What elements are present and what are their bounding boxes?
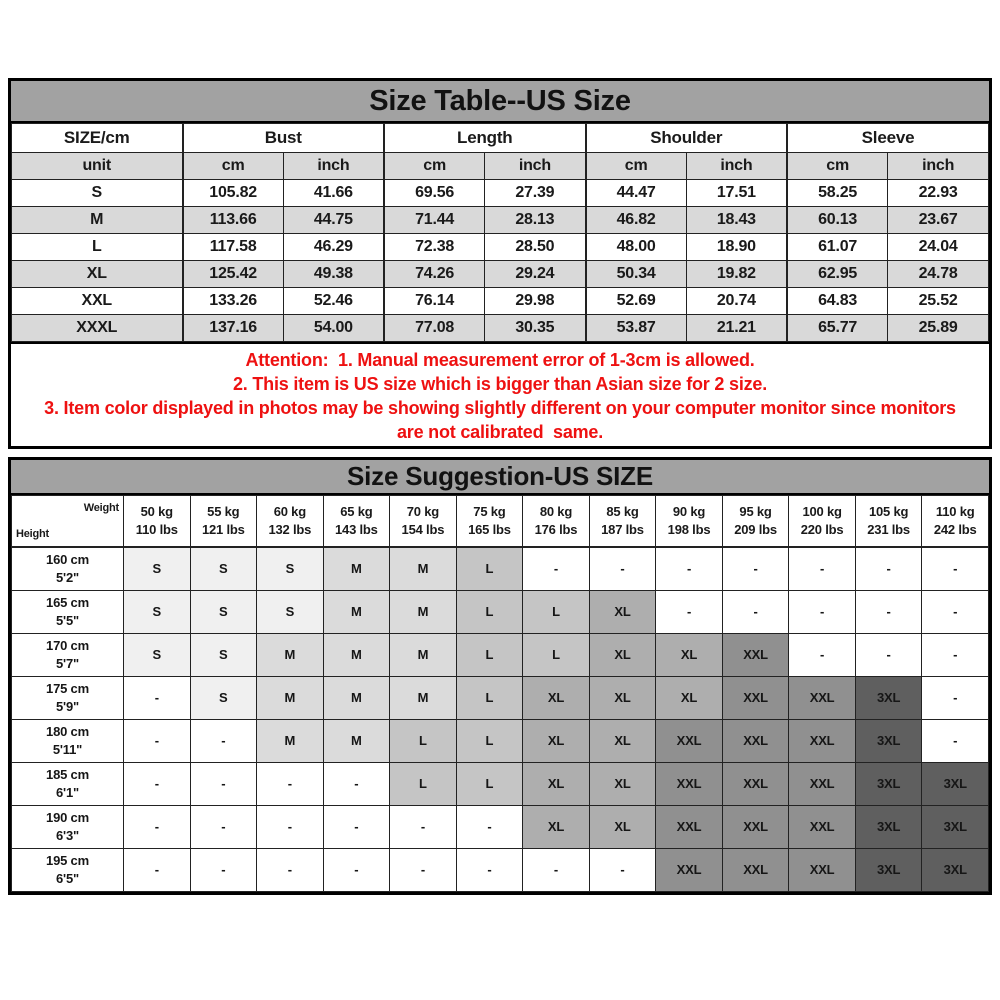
suggestion-cell: M xyxy=(323,720,390,763)
suggestion-cell: - xyxy=(523,547,590,591)
suggestion-cell: S xyxy=(124,591,191,634)
suggestion-cell: - xyxy=(323,763,390,806)
suggestion-cell: - xyxy=(656,547,723,591)
measurement-value: 52.46 xyxy=(283,288,384,315)
measurement-value: 25.89 xyxy=(888,315,989,342)
suggestion-cell: XXL xyxy=(656,763,723,806)
height-label xyxy=(12,763,124,806)
suggestion-cell: - xyxy=(124,763,191,806)
suggestion-cell: - xyxy=(190,849,257,892)
suggestion-cell: - xyxy=(124,720,191,763)
suggestion-cell: - xyxy=(722,547,789,591)
measurement-value: 22.93 xyxy=(888,180,989,207)
suggestion-cell: XL xyxy=(589,763,656,806)
height-ft: 5'5" xyxy=(56,613,79,628)
unit-cell: inch xyxy=(485,153,586,180)
suggestion-cell: XXL xyxy=(789,763,856,806)
size-row xyxy=(12,234,989,261)
suggestion-cell: S xyxy=(190,677,257,720)
weight-kg: 90 kg xyxy=(672,504,706,519)
suggestion-cell: XXL xyxy=(789,677,856,720)
suggestion-cell: XXL xyxy=(722,849,789,892)
measurement-value: 29.24 xyxy=(485,261,586,288)
size-suggestion-section xyxy=(8,457,992,895)
measurement-value: 125.42 xyxy=(183,261,284,288)
suggestion-cell: XL xyxy=(523,677,590,720)
measurement-value: 23.67 xyxy=(888,207,989,234)
weight-lbs: 198 lbs xyxy=(667,522,711,537)
measurement-value: 62.95 xyxy=(787,261,888,288)
attention-line: are not calibrated same. xyxy=(396,422,604,442)
size-table-section xyxy=(8,78,992,449)
suggestion-cell: - xyxy=(589,849,656,892)
weight-header-cell xyxy=(722,496,789,548)
weight-kg: 110 kg xyxy=(935,504,975,519)
weight-kg: 55 kg xyxy=(207,504,240,519)
unit-cell: inch xyxy=(283,153,384,180)
height-cm: 185 cm xyxy=(46,767,89,782)
size-row xyxy=(12,180,989,207)
weight-header-cell xyxy=(855,496,922,548)
suggestion-cell: M xyxy=(323,634,390,677)
height-label xyxy=(12,806,124,849)
shoulder-header: Shoulder xyxy=(586,124,788,153)
measurement-value: 69.56 xyxy=(384,180,485,207)
weight-lbs: 220 lbs xyxy=(800,522,844,537)
suggestion-cell: XXL xyxy=(722,720,789,763)
suggestion-row xyxy=(12,849,989,892)
measurement-value: 53.87 xyxy=(586,315,687,342)
height-ft: 6'3" xyxy=(56,828,79,843)
suggestion-cell: XL xyxy=(589,634,656,677)
suggestion-cell: XXL xyxy=(789,806,856,849)
unit-cell: inch xyxy=(686,153,787,180)
unit-cell: cm xyxy=(586,153,687,180)
measurement-value: 117.58 xyxy=(183,234,284,261)
size-row xyxy=(12,315,989,342)
suggestion-cell: XL xyxy=(589,806,656,849)
measurement-value: 24.04 xyxy=(888,234,989,261)
bust-header: Bust xyxy=(183,124,385,153)
measurement-value: 137.16 xyxy=(183,315,284,342)
measurement-value: 76.14 xyxy=(384,288,485,315)
suggestion-table-body xyxy=(12,547,989,892)
weight-kg: 60 kg xyxy=(273,504,306,519)
suggestion-cell: XXL xyxy=(722,763,789,806)
suggestion-cell: XXL xyxy=(722,634,789,677)
size-table-title: Size Table--US Size xyxy=(11,81,989,123)
suggestion-cell: XXL xyxy=(722,677,789,720)
height-cm: 180 cm xyxy=(46,724,89,739)
height-label xyxy=(12,547,124,591)
suggestion-cell: M xyxy=(323,591,390,634)
weight-header-cell xyxy=(390,496,457,548)
height-cm: 160 cm xyxy=(46,552,89,567)
suggestion-cell: - xyxy=(789,591,856,634)
measurement-value: 17.51 xyxy=(686,180,787,207)
size-table xyxy=(11,123,989,342)
suggestion-cell: 3XL xyxy=(855,677,922,720)
weight-header-cell xyxy=(323,496,390,548)
measurement-value: 30.35 xyxy=(485,315,586,342)
suggestion-cell: XXL xyxy=(656,849,723,892)
suggestion-cell: - xyxy=(257,849,324,892)
sleeve-header: Sleeve xyxy=(787,124,989,153)
weight-kg: 85 kg xyxy=(606,504,639,519)
weight-header-cell xyxy=(922,496,989,548)
measurement-value: 50.34 xyxy=(586,261,687,288)
measurement-value: 71.44 xyxy=(384,207,485,234)
unit-cell: cm xyxy=(384,153,485,180)
suggestion-row xyxy=(12,547,989,591)
suggestion-cell: L xyxy=(390,763,457,806)
suggestion-cell: XXL xyxy=(789,720,856,763)
measurement-value: 28.50 xyxy=(485,234,586,261)
measurement-value: 19.82 xyxy=(686,261,787,288)
suggestion-cell: S xyxy=(190,634,257,677)
suggestion-cell: - xyxy=(124,806,191,849)
unit-row xyxy=(12,153,989,180)
height-ft: 5'11" xyxy=(52,742,83,757)
height-cm: 195 cm xyxy=(46,853,89,868)
suggestion-cell: 3XL xyxy=(855,763,922,806)
attention-line: 3. Item color displayed in photos may be showing slightly different on your computer monitor since monitors xyxy=(44,398,956,418)
height-label xyxy=(12,720,124,763)
suggestion-cell: L xyxy=(456,720,523,763)
suggestion-cell: - xyxy=(922,591,989,634)
suggestion-cell: L xyxy=(456,634,523,677)
suggestion-cell: XL xyxy=(656,634,723,677)
unit-cell: cm xyxy=(183,153,284,180)
measurement-value: 65.77 xyxy=(787,315,888,342)
size-table-body xyxy=(12,180,989,342)
size-label: XL xyxy=(12,261,183,288)
suggestion-cell: 3XL xyxy=(922,849,989,892)
weight-lbs: 154 lbs xyxy=(401,522,445,537)
measurement-value: 58.25 xyxy=(787,180,888,207)
size-row xyxy=(12,207,989,234)
weight-kg: 70 kg xyxy=(406,504,440,519)
size-row xyxy=(12,261,989,288)
suggestion-cell: M xyxy=(257,634,324,677)
attention-line: Attention: 1. Manual measurement error of 1-3cm is allowed. xyxy=(245,350,755,370)
suggestion-cell: M xyxy=(257,720,324,763)
weight-lbs: 187 lbs xyxy=(601,522,644,537)
suggestion-row xyxy=(12,720,989,763)
unit-label: unit xyxy=(12,153,183,180)
length-header: Length xyxy=(384,124,586,153)
suggestion-cell: - xyxy=(190,806,257,849)
weight-lbs: 132 lbs xyxy=(268,522,312,537)
measurement-value: 46.29 xyxy=(283,234,384,261)
suggestion-cell: - xyxy=(855,591,922,634)
suggestion-cell: S xyxy=(257,547,324,591)
suggestion-cell: - xyxy=(922,547,989,591)
suggestion-cell: L xyxy=(390,720,457,763)
size-suggestion-title: Size Suggestion-US SIZE xyxy=(11,460,989,495)
weight-kg: 95 kg xyxy=(739,504,772,519)
measurement-value: 18.43 xyxy=(686,207,787,234)
height-label xyxy=(12,591,124,634)
height-ft: 5'7" xyxy=(56,656,79,671)
suggestion-row xyxy=(12,763,989,806)
height-cm: 165 cm xyxy=(46,595,89,610)
suggestion-cell: L xyxy=(523,634,590,677)
measurement-value: 41.66 xyxy=(283,180,384,207)
suggestion-row xyxy=(12,806,989,849)
weight-lbs: 143 lbs xyxy=(335,522,378,537)
suggestion-cell: - xyxy=(190,720,257,763)
measurement-value: 61.07 xyxy=(787,234,888,261)
attention-line: 2. This item is US size which is bigger than Asian size for 2 size. xyxy=(232,374,768,394)
weight-kg: 50 kg xyxy=(140,504,173,519)
weight-kg: 100 kg xyxy=(802,504,842,519)
measurement-value: 44.75 xyxy=(283,207,384,234)
measurement-value: 24.78 xyxy=(888,261,989,288)
measurement-value: 72.38 xyxy=(384,234,485,261)
measurement-value: 44.47 xyxy=(586,180,687,207)
suggestion-cell: - xyxy=(124,849,191,892)
suggestion-cell: - xyxy=(190,763,257,806)
suggestion-cell: XL xyxy=(589,720,656,763)
weight-lbs: 110 lbs xyxy=(135,522,178,537)
suggestion-cell: - xyxy=(855,547,922,591)
measurement-value: 28.13 xyxy=(485,207,586,234)
measurement-value: 20.74 xyxy=(686,288,787,315)
suggestion-cell: S xyxy=(124,634,191,677)
weight-lbs: 209 lbs xyxy=(734,522,777,537)
measurement-value: 29.98 xyxy=(485,288,586,315)
weight-header-row xyxy=(12,496,989,548)
weight-header-cell xyxy=(190,496,257,548)
suggestion-row xyxy=(12,591,989,634)
suggestion-cell: XL xyxy=(589,677,656,720)
weight-header-cell xyxy=(656,496,723,548)
suggestion-cell: S xyxy=(124,547,191,591)
size-label: M xyxy=(12,207,183,234)
suggestion-cell: L xyxy=(456,591,523,634)
suggestion-cell: XL xyxy=(589,591,656,634)
height-label xyxy=(12,634,124,677)
suggestion-cell: XXL xyxy=(656,806,723,849)
measurement-value: 48.00 xyxy=(586,234,687,261)
weight-lbs: 165 lbs xyxy=(468,522,511,537)
suggestion-cell: - xyxy=(390,806,457,849)
measurement-value: 27.39 xyxy=(485,180,586,207)
suggestion-cell: S xyxy=(190,591,257,634)
weight-lbs: 176 lbs xyxy=(534,522,578,537)
suggestion-cell: XL xyxy=(656,677,723,720)
measurement-value: 54.00 xyxy=(283,315,384,342)
weight-header-cell xyxy=(124,496,191,548)
measurement-value: 46.82 xyxy=(586,207,687,234)
suggestion-cell: 3XL xyxy=(922,763,989,806)
suggestion-cell: M xyxy=(323,547,390,591)
suggestion-cell: - xyxy=(124,677,191,720)
size-label: S xyxy=(12,180,183,207)
weight-height-corner-cell xyxy=(12,496,124,548)
suggestion-cell: XXL xyxy=(722,806,789,849)
suggestion-cell: - xyxy=(390,849,457,892)
suggestion-cell: M xyxy=(390,591,457,634)
suggestion-cell: - xyxy=(323,806,390,849)
size-row xyxy=(12,288,989,315)
weight-kg: 105 kg xyxy=(868,504,909,519)
suggestion-row xyxy=(12,634,989,677)
size-column-header: SIZE/cm xyxy=(12,124,183,153)
suggestion-cell: - xyxy=(323,849,390,892)
suggestion-cell: XL xyxy=(523,763,590,806)
weight-header-cell xyxy=(589,496,656,548)
suggestion-cell: M xyxy=(390,547,457,591)
suggestion-cell: - xyxy=(456,806,523,849)
weight-lbs: 231 lbs xyxy=(867,522,910,537)
weight-header-cell xyxy=(257,496,324,548)
size-label: XXXL xyxy=(12,315,183,342)
suggestion-cell: L xyxy=(523,591,590,634)
weight-lbs: 121 lbs xyxy=(201,522,245,537)
height-label xyxy=(12,677,124,720)
suggestion-cell: XXL xyxy=(656,720,723,763)
measurement-value: 74.26 xyxy=(384,261,485,288)
suggestion-row xyxy=(12,677,989,720)
weight-kg: 80 kg xyxy=(539,504,573,519)
height-ft: 5'2" xyxy=(56,570,79,585)
measurement-value: 21.21 xyxy=(686,315,787,342)
suggestion-cell: 3XL xyxy=(855,806,922,849)
suggestion-cell: XL xyxy=(523,720,590,763)
suggestion-cell: - xyxy=(922,677,989,720)
suggestion-cell: - xyxy=(922,720,989,763)
measurement-value: 64.83 xyxy=(787,288,888,315)
measurement-value: 18.90 xyxy=(686,234,787,261)
suggestion-cell: M xyxy=(390,634,457,677)
size-table-header-row xyxy=(12,124,989,153)
suggestion-cell: - xyxy=(257,763,324,806)
suggestion-cell: - xyxy=(789,547,856,591)
measurement-value: 77.08 xyxy=(384,315,485,342)
suggestion-cell: S xyxy=(190,547,257,591)
suggestion-cell: L xyxy=(456,547,523,591)
unit-cell: inch xyxy=(888,153,989,180)
suggestion-cell: L xyxy=(456,763,523,806)
measurement-value: 52.69 xyxy=(586,288,687,315)
weight-lbs: 242 lbs xyxy=(933,522,977,537)
suggestion-cell: XXL xyxy=(789,849,856,892)
weight-header-cell xyxy=(456,496,523,548)
unit-cell: cm xyxy=(787,153,888,180)
suggestion-cell: - xyxy=(523,849,590,892)
suggestion-cell: - xyxy=(656,591,723,634)
height-cm: 170 cm xyxy=(46,638,89,653)
weight-header-cell xyxy=(523,496,590,548)
measurement-value: 105.82 xyxy=(183,180,284,207)
height-corner-label: Height xyxy=(16,528,50,540)
height-cm: 190 cm xyxy=(46,810,89,825)
suggestion-cell: M xyxy=(390,677,457,720)
suggestion-cell: 3XL xyxy=(855,849,922,892)
weight-kg: 75 kg xyxy=(473,504,506,519)
measurement-value: 113.66 xyxy=(183,207,284,234)
suggestion-cell: S xyxy=(257,591,324,634)
suggestion-cell: - xyxy=(855,634,922,677)
suggestion-cell: - xyxy=(922,634,989,677)
weight-corner-label: Weight xyxy=(83,502,119,514)
suggestion-cell: - xyxy=(456,849,523,892)
weight-kg: 65 kg xyxy=(340,504,373,519)
size-label: XXL xyxy=(12,288,183,315)
measurement-value: 60.13 xyxy=(787,207,888,234)
suggestion-cell: M xyxy=(257,677,324,720)
height-ft: 6'5" xyxy=(56,871,79,886)
height-ft: 6'1" xyxy=(56,785,79,800)
size-suggestion-table xyxy=(11,495,989,892)
suggestion-cell: - xyxy=(789,634,856,677)
height-cm: 175 cm xyxy=(46,681,89,696)
weight-header-cell xyxy=(789,496,856,548)
height-label xyxy=(12,849,124,892)
height-ft: 5'9" xyxy=(56,699,79,714)
size-label: L xyxy=(12,234,183,261)
measurement-value: 25.52 xyxy=(888,288,989,315)
measurement-value: 133.26 xyxy=(183,288,284,315)
suggestion-cell: 3XL xyxy=(855,720,922,763)
attention-note xyxy=(11,342,989,446)
suggestion-cell: M xyxy=(323,677,390,720)
suggestion-cell: 3XL xyxy=(922,806,989,849)
suggestion-cell: - xyxy=(722,591,789,634)
measurement-value: 49.38 xyxy=(283,261,384,288)
suggestion-cell: L xyxy=(456,677,523,720)
suggestion-cell: - xyxy=(589,547,656,591)
suggestion-cell: XL xyxy=(523,806,590,849)
suggestion-cell: - xyxy=(257,806,324,849)
